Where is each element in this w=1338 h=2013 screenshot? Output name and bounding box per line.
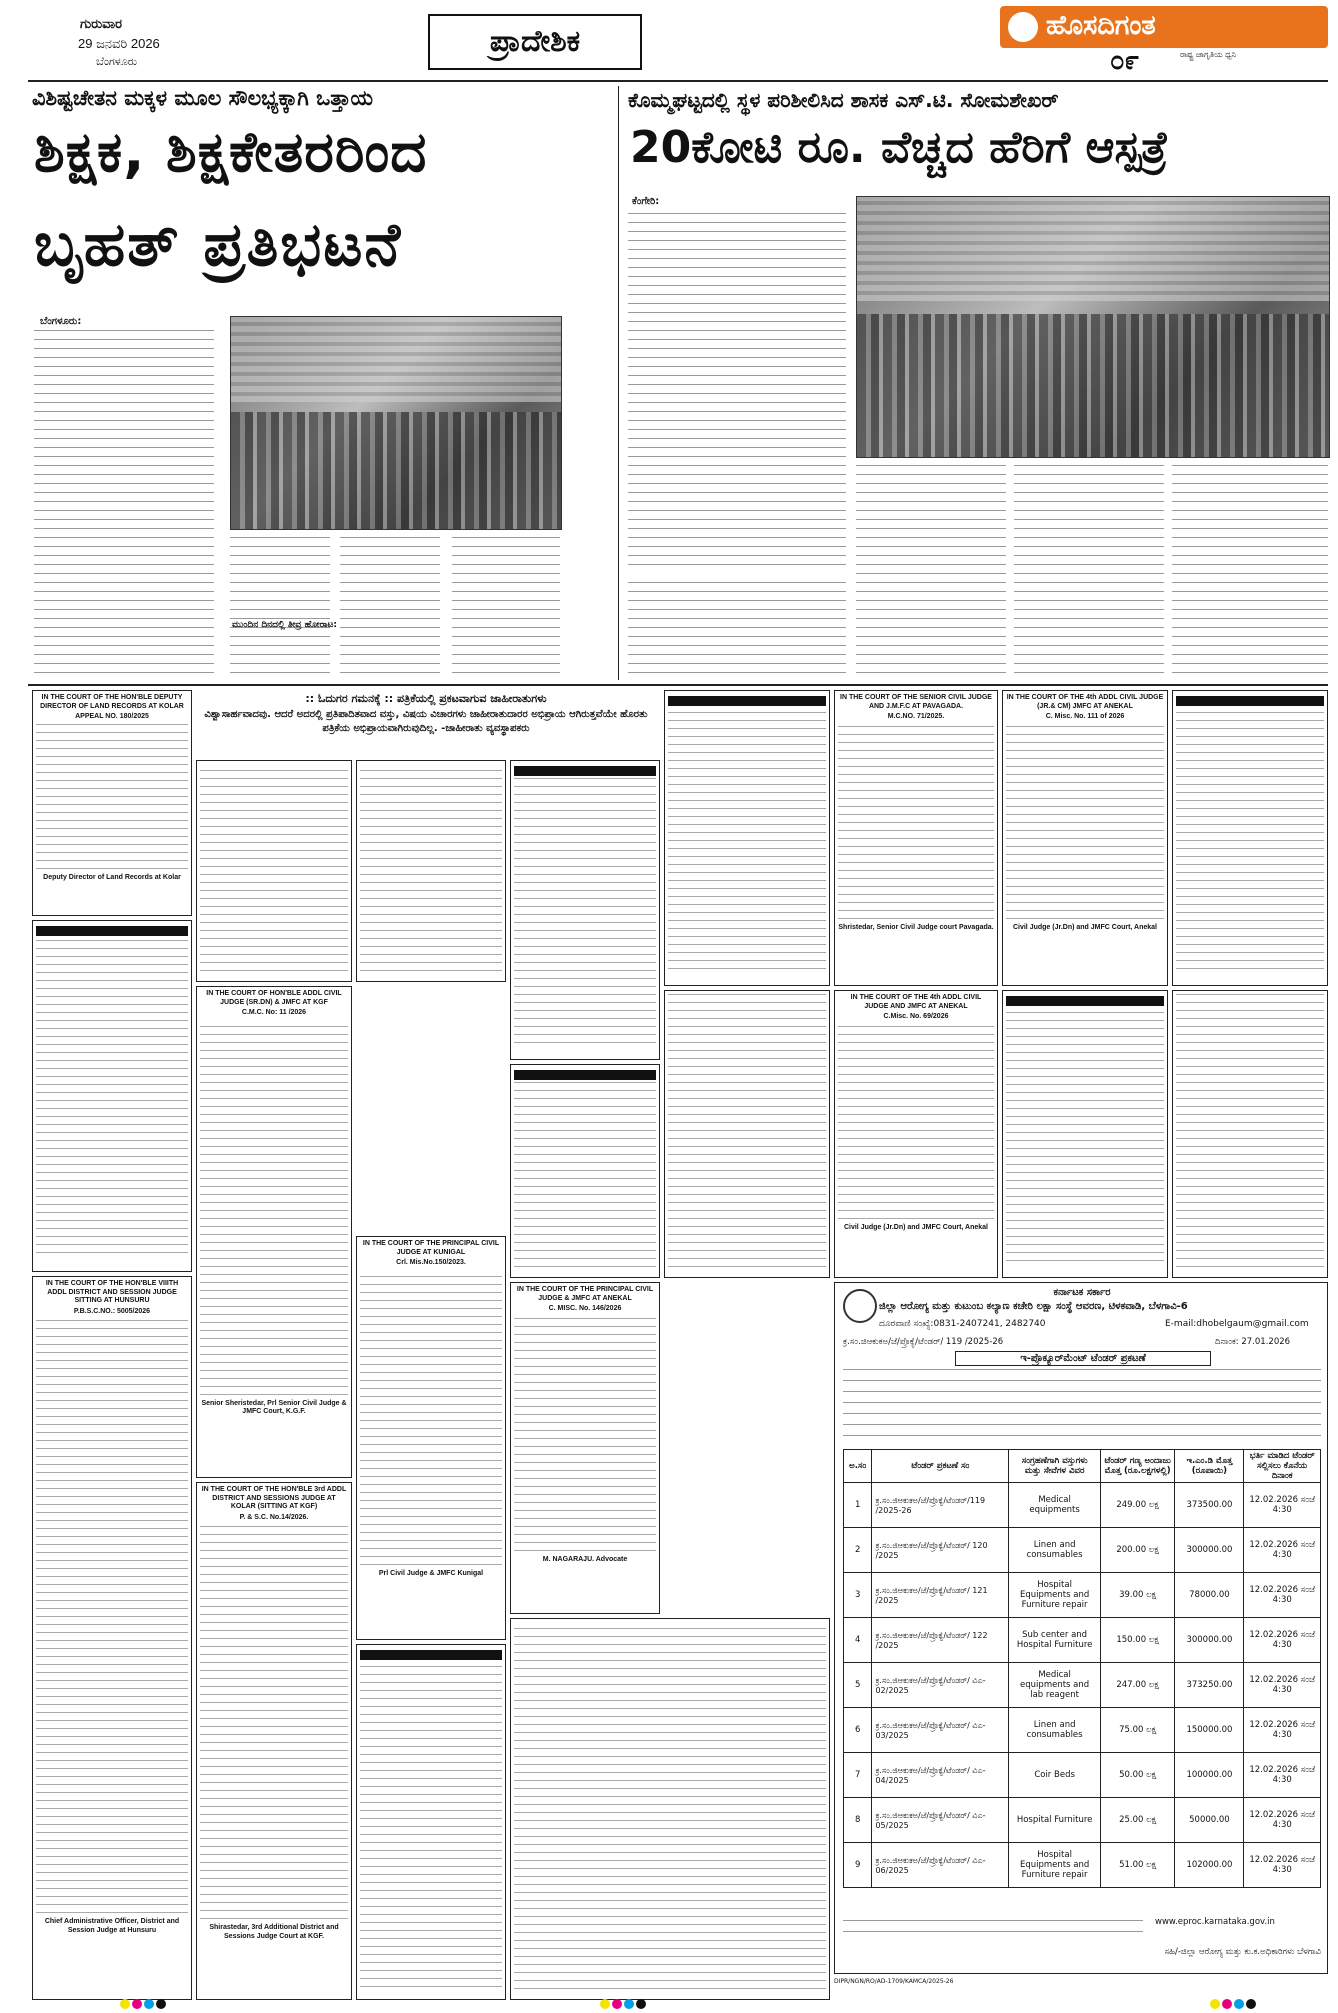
tender-row	[844, 1663, 1321, 1708]
tender-cell-date: 12.02.2026 ಸಂಜೆ 4:30	[1244, 1483, 1321, 1528]
kannada-notice-h-bar	[1176, 696, 1324, 706]
tender-cell-ref: ಕ್ರ.ಸಂ.ಜಿಆಕುಕಅ/ಜೆ/ಪ್ರೊಕ್ಯೆ/ಟೆಂಡರ್/ ವಿಎ- 02/2025	[872, 1663, 1009, 1708]
story-right-dateline: ಕೆಂಗೇರಿ:	[632, 196, 660, 207]
tender-cell-date: 12.02.2026 ಸಂಜೆ 4:30	[1244, 1708, 1321, 1753]
th-amount: ಟೆಂಡರ್ ಗಣ್ಯ ಅಂದಾಜು ಮೊತ್ತ (ರೂ.ಲಕ್ಷಗಳಲ್ಲಿ)	[1100, 1450, 1175, 1483]
legal-notice-6	[356, 1236, 506, 1640]
tender-cell-date: 12.02.2026 ಸಂಜೆ 4:30	[1244, 1618, 1321, 1663]
legal-notice-6-title: IN THE COURT OF THE PRINCIPAL CIVIL JUDGE AT KUNIGAL	[362, 1240, 500, 1256]
inspection-photo	[856, 196, 1330, 458]
tender-cell-emd: 50000.00	[1175, 1798, 1244, 1843]
tender-cell-amt: 247.00 ಲಕ್ಷ	[1100, 1663, 1175, 1708]
tender-cell-ref: ಕ್ರ.ಸಂ.ಜಿಆಕುಕಅ/ಜೆ/ಪ್ರೊಕ್ಯೆ/ಟೆಂಡರ್/ ವಿಎ- 04/2025	[872, 1753, 1009, 1798]
section-box	[428, 14, 642, 70]
tender-cell-emd: 300000.00	[1175, 1528, 1244, 1573]
tender-cell-date: 12.02.2026 ಸಂಜೆ 4:30	[1244, 1663, 1321, 1708]
tender-cell-date: 12.02.2026 ಸಂಜೆ 4:30	[1244, 1573, 1321, 1618]
kannada-notice-f-bar	[514, 1070, 656, 1080]
legal-notice-1-sign: Deputy Director of Land Records at Kolar	[43, 873, 181, 881]
story-left-kicker: ವಿಶಿಷ್ಟಚೇತನ ಮಕ್ಕಳ ಮೂಲ ಸೌಲಭ್ಯಕ್ಕಾಗಿ ಒತ್ತಾಯ	[32, 86, 374, 110]
masthead-rule	[28, 80, 1328, 82]
story-left-body-col1	[34, 330, 214, 678]
kannada-notice-l-body	[514, 1622, 826, 1994]
tender-row	[844, 1798, 1321, 1843]
tender-cell-item: Linen and consumables	[1009, 1708, 1101, 1753]
kannada-notice-c-body	[360, 764, 502, 976]
tender-cell-sl: 4	[844, 1618, 872, 1663]
tender-cell-emd: 102000.00	[1175, 1843, 1244, 1888]
protest-photo	[230, 316, 562, 530]
kannada-notice-h	[1172, 690, 1328, 986]
legal-notice-7-sign: Chief Administrative Officer, District and Session Judge at Hunsuru	[44, 1918, 180, 1934]
tender-cell-item: Medical equipments and lab reagent	[1009, 1663, 1101, 1708]
tender-cell-amt: 200.00 ಲಕ್ಷ	[1100, 1528, 1175, 1573]
footer-code: DIPR/NGN/RO/AD-1709/KAMCA/2025-26	[834, 1978, 954, 1985]
tender-row	[844, 1708, 1321, 1753]
tender-body	[844, 1483, 1321, 1888]
brand-name: ಹೊಸದಿಗಂತ	[1046, 10, 1156, 41]
kannada-notice-j-body	[1006, 1008, 1164, 1266]
legal-notice-9-title: IN THE COURT OF THE PRINCIPAL CIVIL JUDGE & JMFC AT ANEKAL	[516, 1286, 654, 1302]
issue-date: 29 ಜನವರಿ 2026	[78, 36, 160, 51]
tender-cell-date: 12.02.2026 ಸಂಜೆ 4:30	[1244, 1843, 1321, 1888]
legal-notice-2-body	[838, 724, 994, 924]
legal-notice-9-body	[514, 1316, 656, 1556]
tender-cell-sl: 3	[844, 1573, 872, 1618]
legal-notice-5-body	[838, 1024, 994, 1224]
legal-notice-2-case: M.C.NO. 71/2025.	[887, 713, 945, 720]
legal-notice-3-title: IN THE COURT OF THE 4th ADDL CIVIL JUDGE (JR.& CM) JMFC AT ANEKAL	[1006, 694, 1164, 710]
tender-intro	[843, 1369, 1321, 1443]
tender-website[interactable]: www.eproc.karnataka.gov.in	[1155, 1917, 1275, 1927]
tender-cell-sl: 2	[844, 1528, 872, 1573]
kannada-notice-h-body	[1176, 708, 1324, 974]
tender-row	[844, 1528, 1321, 1573]
tender-cell-item: Sub center and Hospital Furniture	[1009, 1618, 1101, 1663]
legal-notice-8-body	[200, 1524, 348, 1924]
tender-cell-date: 12.02.2026 ಸಂಜೆ 4:30	[1244, 1753, 1321, 1798]
story-right-kicker: ಕೊಮ್ಮಘಟ್ಟದಲ್ಲಿ ಸ್ಥಳ ಪರಿಶೀಲಿಸಿದ ಶಾಸಕ ಎಸ್.ಟಿ. ಸೋಮಶೇಖರ್	[628, 88, 1059, 112]
legal-notice-1-body	[36, 724, 188, 874]
legal-notice-5-title: IN THE COURT OF THE 4th ADDL CIVIL JUDGE AND JMFC AT ANEKAL	[850, 994, 982, 1010]
legal-notice-6-body	[360, 1270, 502, 1570]
registration-marks-right	[1210, 1994, 1258, 2013]
tender-cell-amt: 50.00 ಲಕ್ಷ	[1100, 1753, 1175, 1798]
tender-cell-emd: 373250.00	[1175, 1663, 1244, 1708]
kannada-notice-e-bar	[514, 766, 656, 776]
story-right-body-col4	[1014, 462, 1164, 678]
kannada-notice-d-body	[360, 1662, 502, 1992]
issue-day: ಗುರುವಾರ	[80, 16, 122, 31]
kannada-notice-a-body	[36, 938, 188, 1258]
tender-cell-ref: ಕ್ರ.ಸಂ.ಜಿಆಕುಕಅ/ಜೆ/ಪ್ರೊಕ್ಯೆ/ಟೆಂಡರ್/ ವಿಎ- 06/2025	[872, 1843, 1009, 1888]
kannada-notice-a-bar	[36, 926, 188, 936]
kannada-notice-f-body	[514, 1082, 656, 1272]
readers-notice-title: :: ಓದುಗರ ಗಮನಕ್ಕೆ :: ಪತ್ರಿಕೆಯಲ್ಲಿ ಪ್ರಕಟವಾಗುವ ಜಾಹೀರಾತುಗಳು	[305, 692, 547, 705]
kannada-notice-d-bar	[360, 1650, 502, 1660]
story-right-headline: 20ಕೋಟಿ ರೂ. ವೆಚ್ಚದ ಹೆರಿಗೆ ಆಸ್ಪತ್ರೆ	[630, 122, 1169, 173]
sun-logo-icon	[1008, 12, 1038, 42]
tender-cell-sl: 8	[844, 1798, 872, 1843]
legal-notice-1-title: IN THE COURT OF THE HON'BLE DEPUTY DIRECTOR OF LAND RECORDS AT KOLAR	[40, 694, 184, 710]
kannada-notice-d	[356, 1644, 506, 2000]
tender-cell-date: 12.02.2026 ಸಂಜೆ 4:30	[1244, 1798, 1321, 1843]
registration-marks-left	[120, 1994, 168, 2013]
legal-notice-1	[32, 690, 192, 916]
kannada-notice-j-bar	[1006, 996, 1164, 1006]
tender-cell-ref: ಕ್ರ.ಸಂ.ಜಿಆಕುಕಅ/ಜೆ/ಪ್ರೊಕ್ಯೆ/ಟೆಂಡರ್/ 121 /2025	[872, 1573, 1009, 1618]
legal-notice-2-title: IN THE COURT OF THE SENIOR CIVIL JUDGE AND J.M.F.C AT PAVAGADA.	[840, 694, 992, 710]
story-right-body-col1	[628, 210, 846, 570]
tender-cell-amt: 25.00 ಲಕ್ಷ	[1100, 1798, 1175, 1843]
legal-notice-2-sign: Shristedar, Senior Civil Judge court Pavagada.	[838, 923, 994, 931]
tender-header-row	[844, 1450, 1321, 1483]
registration-marks-mid	[600, 1994, 648, 2013]
kannada-notice-b	[196, 760, 352, 982]
kannada-notice-g	[664, 690, 830, 986]
tender-cell-item: Hospital Equipments and Furniture repair	[1009, 1573, 1101, 1618]
kannada-notice-i-body	[668, 994, 826, 1272]
story-left-headline-2: ಬೃಹತ್ ಪ್ರತಿಭಟನೆ	[34, 210, 403, 280]
tender-date: ದಿನಾಂಕ: 27.01.2026	[1215, 1337, 1291, 1347]
tender-notice-title: ಇ-ಪ್ರೊಕ್ಯೂರ್‌ಮೆಂಟ್ ಟೆಂಡರ್ ಪ್ರಕಟಣೆ	[955, 1351, 1211, 1366]
legal-notice-9-sign: M. NAGARAJU. Advocate	[542, 1555, 628, 1563]
legal-notice-3	[1002, 690, 1168, 986]
ad-section-rule	[28, 684, 1328, 686]
tender-cell-emd: 78000.00	[1175, 1573, 1244, 1618]
legal-notice-3-sign: Civil Judge (Jr.Dn) and JMFC Court, Anekal	[1012, 923, 1158, 931]
tender-cell-ref: ಕ್ರ.ಸಂ.ಜಿಆಕುಕಅ/ಜೆ/ಪ್ರೊಕ್ಯೆ/ಟೆಂಡರ್/ ವಿಎ- 05/2025	[872, 1798, 1009, 1843]
legal-notice-8-title: IN THE COURT OF THE HON'BLE 3rd ADDL DISTRICT AND SESSIONS JUDGE AT KOLAR (SITTING AT KGF)	[201, 1486, 347, 1510]
tender-cell-amt: 249.00 ಲಕ್ಷ	[1100, 1483, 1175, 1528]
tender-cell-sl: 6	[844, 1708, 872, 1753]
legal-notice-2	[834, 690, 998, 986]
kannada-notice-e	[510, 760, 660, 1060]
tender-cell-amt: 150.00 ಲಕ್ಷ	[1100, 1618, 1175, 1663]
legal-notice-3-body	[1006, 724, 1164, 924]
th-deadline: ಭರ್ತಿ ಮಾಡಿದ ಟೆಂಡರ್ ಸಲ್ಲಿಸಲು ಕೊನೆಯ ದಿನಾಂಕ	[1244, 1450, 1321, 1483]
story-left-dateline: ಬೆಂಗಳೂರು:	[40, 316, 82, 327]
kannada-notice-k	[1172, 990, 1328, 1278]
legal-notice-4-sign: Senior Sheristedar, Prl Senior Civil Judge & JMFC Court, K.G.F.	[201, 1399, 347, 1415]
kannada-notice-l	[510, 1618, 830, 2000]
tender-signoff: ಸಹಿ/-ಜಿಲ್ಲಾ ಆರೋಗ್ಯ ಮತ್ತು ಕು.ಕ.ಅಧಿಕಾರಿಗಳು ಬೆಳಗಾವಿ	[1164, 1947, 1321, 1957]
tender-footer-text	[843, 1919, 1143, 1939]
legal-notice-8-sign: Shirastedar, 3rd Additional District and Sessions Judge Court at KGF.	[209, 1924, 339, 1940]
legal-notice-5-case: C.Misc. No. 69/2026	[883, 1013, 949, 1020]
issue-city: ಬೆಂಗಳೂರು	[96, 56, 138, 68]
tender-cell-item: Linen and consumables	[1009, 1528, 1101, 1573]
legal-notice-9-case: C. MISC. No. 146/2026	[548, 1305, 622, 1312]
kannada-notice-f	[510, 1064, 660, 1278]
page-number: ೦೯	[1110, 46, 1140, 76]
brand-tagline: ರಾಷ್ಟ್ರ ಜಾಗೃತಿಯ ಧ್ವನಿ	[1180, 50, 1237, 59]
legal-notice-9	[510, 1282, 660, 1614]
story-left-subhead: ಮುಂದಿನ ದಿನದಲ್ಲಿ ತೀವ್ರ ಹೋರಾಟ:	[232, 620, 337, 630]
tender-cell-ref: ಕ್ರ.ಸಂ.ಜಿಆಕುಕಅ/ಜೆ/ಪ್ರೊಕ್ಯೆ/ಟೆಂಡರ್/ ವಿಎ- 03/2025	[872, 1708, 1009, 1753]
story-left-headline-1: ಶಿಕ್ಷಕ, ಶಿಕ್ಷಕೇತರರಿಂದ	[34, 120, 428, 185]
legal-notice-1-case: APPEAL NO. 180/2025	[75, 713, 149, 720]
tender-office: ಜಿಲ್ಲಾ ಆರೋಗ್ಯ ಮತ್ತು ಕುಟುಂಬ ಕಲ್ಯಾಣ ಕಚೇರಿ ಲಕ್ಷಾ ಸಂಸ್ಥೆ ಆವರಣ, ಟಿಳಕವಾಡಿ, ಬೆಳಗಾವಿ-6	[879, 1301, 1188, 1312]
tender-gov: ಕರ್ನಾಟಕ ಸರ್ಕಾರ	[1053, 1287, 1111, 1298]
tender-row	[844, 1618, 1321, 1663]
tender-cell-sl: 5	[844, 1663, 872, 1708]
legal-notice-7-body	[36, 1318, 188, 1918]
tender-cell-ref: ಕ್ರ.ಸಂ.ಜಿಆಕುಕಅ/ಜೆ/ಪ್ರೊಕ್ಯೆ/ಟೆಂಡರ್/ 120 /2025	[872, 1528, 1009, 1573]
kannada-notice-g-body	[668, 708, 826, 974]
legal-notice-6-sign: Prl Civil Judge & JMFC Kunigal	[378, 1569, 484, 1577]
tender-cell-emd: 373500.00	[1175, 1483, 1244, 1528]
tender-cell-sl: 7	[844, 1753, 872, 1798]
kannada-notice-a	[32, 920, 192, 1272]
legal-notice-7	[32, 1276, 192, 2000]
tender-cell-item: Coir Beds	[1009, 1753, 1101, 1798]
legal-notice-6-case: Crl. Mis.No.150/2023.	[396, 1259, 466, 1266]
story-left-body-col3	[340, 536, 440, 678]
section-title: ಪ್ರಾದೇಶಿಕ	[489, 24, 581, 59]
kannada-notice-j	[1002, 990, 1168, 1278]
tender-cell-amt: 51.00 ಲಕ್ಷ	[1100, 1843, 1175, 1888]
th-item: ಸಂಗ್ರಹಣೆಗಾಗಿ ವಸ್ತುಗಳು ಮತ್ತು ಸೇವೆಗಳ ವಿವರ	[1009, 1450, 1101, 1483]
tender-ref: ಕ್ರ.ಸಂ.ಜಿಆಕುಕಅ/ಜೆ/ಪ್ರೊಕ್ಯೆ/ಟೆಂಡರ್/ 119 /2025-26	[843, 1337, 1004, 1347]
story-right-body-col3	[856, 462, 1006, 678]
tender-cell-amt: 75.00 ಲಕ್ಷ	[1100, 1708, 1175, 1753]
tender-row	[844, 1573, 1321, 1618]
tender-cell-amt: 39.00 ಲಕ್ಷ	[1100, 1573, 1175, 1618]
column-rule	[618, 86, 619, 680]
tender-notice	[834, 1282, 1328, 1974]
legal-notice-4-title: IN THE COURT OF HON'BLE ADDL CIVIL JUDGE (SR.DN) & JMFC AT KGF	[206, 990, 342, 1006]
legal-notice-4-case: C.M.C. No: 11 /2026	[241, 1009, 307, 1016]
legal-notice-7-title: IN THE COURT OF THE HON'BLE VIIITH ADDL DISTRICT AND SESSION JUDGE SITTING AT HUNSURU	[45, 1280, 179, 1304]
tender-cell-sl: 9	[844, 1843, 872, 1888]
tender-cell-emd: 150000.00	[1175, 1708, 1244, 1753]
tender-cell-ref: ಕ್ರ.ಸಂ.ಜಿಆಕುಕಅ/ಜೆ/ಪ್ರೊಕ್ಯೆ/ಟೆಂಡರ್/119 /2025-26	[872, 1483, 1009, 1528]
tender-table	[843, 1449, 1321, 1888]
masthead	[0, 0, 1338, 78]
tender-cell-ref: ಕ್ರ.ಸಂ.ಜಿಆಕುಕಅ/ಜೆ/ಪ್ರೊಕ್ಯೆ/ಟೆಂಡರ್/ 122 /2025	[872, 1618, 1009, 1663]
tender-cell-item: Medical equipments	[1009, 1483, 1101, 1528]
tender-row	[844, 1753, 1321, 1798]
legal-notice-7-case: P.B.S.C.NO.: 5005/2026	[73, 1307, 151, 1315]
kannada-notice-k-body	[1176, 994, 1324, 1272]
th-sl: ಅ.ಸಂ	[844, 1450, 872, 1483]
tender-cell-item: Hospital Furniture	[1009, 1798, 1101, 1843]
legal-notice-5-sign: Civil Judge (Jr.Dn) and JMFC Court, Anekal	[843, 1223, 989, 1231]
kannada-notice-g-bar	[668, 696, 826, 706]
tender-cell-sl: 1	[844, 1483, 872, 1528]
legal-notice-3-case: C. Misc. No. 111 of 2026	[1045, 713, 1125, 720]
tender-row	[844, 1483, 1321, 1528]
legal-notice-8-case: P. & S.C. No.14/2026.	[239, 1513, 309, 1521]
legal-notice-4-body	[200, 1020, 348, 1400]
readers-notice	[196, 692, 656, 756]
tender-cell-date: 12.02.2026 ಸಂಜೆ 4:30	[1244, 1528, 1321, 1573]
tender-row	[844, 1843, 1321, 1888]
story-right-body-col2	[628, 578, 846, 678]
th-emd: ಇ.ಎಂ.ಡಿ ಮೊತ್ತ (ರೂಪಾಯಿ)	[1175, 1450, 1244, 1483]
kannada-notice-e-body	[514, 778, 656, 1048]
readers-notice-body: ವಿಶ್ವಾಸಾರ್ಹವಾದವು. ಆದರೆ ಅದರಲ್ಲಿ ಪ್ರತಿಪಾದಿತವಾದ ವಸ್ತು, ವಿಷಯ ವಿಚಾರಗಳು ಜಾಹೀರಾತುದಾರರ ಅಭಿಪ್ರಾಯ ಆಗಿರುತ್ತವೆಯೇ ಹೊರತು ಪತ್ರಿಕೆಯ ಅಭಿಪ್ರಾಯವಾಗಿರುವುದಿಲ್ಲ. -ಜಾಹೀರಾತು ವ್ಯವಸ್ಥಾಪಕರು	[204, 709, 648, 734]
story-left-body-col4	[452, 536, 560, 678]
th-ref: ಟೆಂಡರ್ ಪ್ರಕಟಣೆ ಸಂ	[872, 1450, 1009, 1483]
legal-notice-4	[196, 986, 352, 1478]
tender-cell-emd: 300000.00	[1175, 1618, 1244, 1663]
brand-block	[1000, 6, 1328, 76]
kannada-notice-c	[356, 760, 506, 982]
tender-email: E-mail:dhobelgaum@gmail.com	[1165, 1319, 1309, 1329]
story-right-body-col5	[1172, 462, 1328, 678]
kannada-notice-i	[664, 990, 830, 1278]
tender-phone: ದೂರವಾಣಿ ಸಂಖ್ಯೆ:0831-2407241, 2482740	[879, 1319, 1046, 1329]
story-left-body-col2	[230, 536, 330, 678]
kannada-notice-b-body	[200, 764, 348, 976]
tender-cell-emd: 100000.00	[1175, 1753, 1244, 1798]
tender-cell-item: Hospital Equipments and Furniture repair	[1009, 1843, 1101, 1888]
legal-notice-8	[196, 1482, 352, 2000]
legal-notice-5	[834, 990, 998, 1278]
